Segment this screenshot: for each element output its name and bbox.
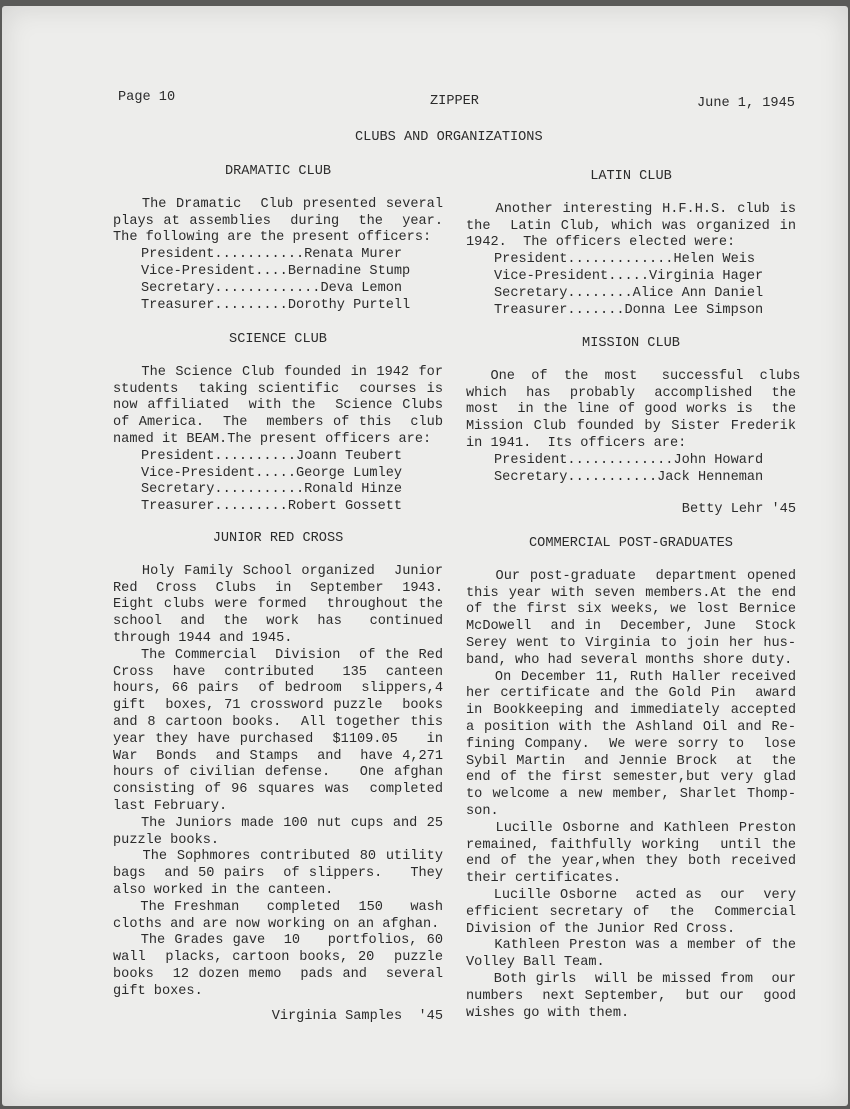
officer-line: President.............Helen Weis	[494, 252, 756, 268]
text-line: Lucille Osborne and Kathleen Preston	[466, 820, 796, 836]
text-line: band, who had several months shore duty.	[466, 652, 793, 668]
section-title: CLUBS AND ORGANIZATIONS	[355, 130, 543, 145]
text-line: puzzle books.	[113, 832, 220, 848]
paragraph	[466, 670, 796, 821]
text-line: The Grades gave 10 portfolios, 60	[113, 933, 443, 949]
text-line: her certificate and the Gold Pin award	[466, 686, 796, 702]
text-line: Red Cross Clubs in September 1943.	[113, 580, 443, 596]
article-heading: SCIENCE CLUB	[229, 332, 327, 347]
text-line: remained, faithfully working until the	[466, 837, 796, 853]
text-line: end of the year,when they both received	[466, 854, 796, 870]
text-line: efficient secretary of the Commercial	[466, 904, 796, 920]
text-line: wall placks, cartoon books, 20 puzzle	[113, 950, 443, 966]
text-line: One of the most successful clubs	[466, 368, 801, 384]
paragraph	[113, 933, 443, 1000]
text-line: Volley Ball Team.	[466, 955, 605, 971]
newsletter-title: ZIPPER	[430, 94, 479, 109]
text-line: bags and 50 pairs of slippers. They	[113, 866, 443, 882]
text-line: students taking scientific courses is	[113, 381, 443, 397]
text-line: fining Company. We were sorry to lose	[466, 736, 796, 752]
text-line: of the first six weeks, we lost Bernice	[466, 602, 796, 618]
text-line: Our post-graduate department opened	[466, 568, 796, 584]
paragraph	[113, 849, 443, 899]
paragraph	[113, 197, 443, 247]
text-line: The Sophmores contributed 80 utility	[113, 849, 443, 865]
newsletter-page	[2, 6, 848, 1106]
text-line: Another interesting H.F.H.S. club is	[466, 201, 796, 217]
text-line: On December 11, Ruth Haller received	[466, 669, 796, 685]
article-science-club	[113, 332, 443, 516]
text-line: The Freshman completed 150 wash	[113, 899, 443, 915]
text-line: last February.	[113, 798, 228, 814]
text-line: wishes go with them.	[466, 1005, 630, 1021]
officer-line: Secretary...........Ronald Hinze	[141, 482, 403, 498]
issue-date: June 1, 1945	[697, 96, 795, 111]
text-line: Division of the Junior Red Cross.	[466, 921, 736, 937]
text-line: The Science Club founded in 1942 for	[113, 364, 443, 380]
page-number: Page 10	[118, 90, 176, 105]
text-line: Eight clubs were formed throughout the	[113, 597, 443, 613]
paragraph	[466, 972, 796, 1022]
article-mission-club	[466, 336, 801, 519]
paragraph	[466, 821, 796, 888]
paragraph	[113, 564, 443, 648]
text-line: The following are the present officers:	[113, 230, 432, 246]
paragraph	[113, 816, 443, 850]
officer-line: Vice-President.....Virginia Hager	[494, 268, 764, 284]
text-line: the Latin Club, which was organized in	[466, 218, 796, 234]
text-line: War Bonds and Stamps and have 4,271	[113, 748, 443, 764]
text-line: Holy Family School organized Junior	[113, 563, 443, 579]
text-line: gift boxes.	[113, 983, 203, 999]
article-heading: COMMERCIAL POST-GRADUATES	[529, 536, 733, 551]
text-line: most in the line of good works is the	[466, 402, 796, 418]
text-line: McDowell and in December, June Stock	[466, 619, 796, 635]
author-signature: Virginia Samples '45	[271, 1008, 443, 1024]
article-heading: MISSION CLUB	[582, 336, 680, 351]
officer-line: Vice-President....Bernadine Stump	[141, 263, 411, 279]
text-line: hours of civilian defense. One afghan	[113, 765, 443, 781]
paragraph	[466, 938, 796, 972]
text-line: books 12 dozen memo pads and several	[113, 966, 443, 982]
text-line: Kathleen Preston was a member of the	[466, 938, 796, 954]
paragraph	[466, 569, 796, 670]
text-line: a position with the Ashland Oil and Re-	[466, 719, 796, 735]
article-heading: DRAMATIC CLUB	[224, 164, 332, 179]
text-line: gift boxes, 71 crossword puzzle books	[113, 698, 443, 714]
text-line: son.	[466, 803, 499, 819]
officer-line: President..........Joann Teubert	[141, 448, 403, 464]
article-heading: JUNIOR RED CROSS	[212, 531, 344, 546]
author-signature: Betty Lehr '45	[681, 502, 796, 518]
text-line: Mission Club founded by Sister Frederik	[466, 419, 796, 435]
article-latin-club	[466, 169, 796, 319]
text-line: of America. The members of this club	[113, 415, 443, 431]
officer-line: Treasurer.........Dorothy Purtell	[141, 297, 411, 313]
text-line: which has probably accomplished the	[466, 385, 796, 401]
paragraph	[113, 648, 443, 816]
text-line: Lucille Osborne acted as our very	[466, 887, 796, 903]
text-line: school and the work has continued	[113, 614, 443, 630]
officer-line: Vice-President.....George Lumley	[141, 465, 403, 481]
officer-line: Treasurer.........Robert Gossett	[141, 499, 403, 515]
text-line: and 8 cartoon books. All together this	[113, 714, 443, 730]
paragraph	[113, 365, 443, 449]
text-line: Both girls will be missed from our	[466, 971, 796, 987]
text-line: cloths and are now working on an afghan.	[113, 916, 440, 932]
text-line: end of the first semester,but very glad	[466, 770, 796, 786]
text-line: year they have purchased $1109.05 in	[113, 731, 443, 747]
text-line: named it BEAM.The present officers are:	[113, 431, 432, 447]
text-line: their certificates.	[466, 871, 621, 887]
text-line: Sybil Martin and Jennie Brock at the	[466, 753, 796, 769]
article-heading: LATIN CLUB	[590, 169, 672, 184]
text-line: hours, 66 pairs of bedroom slippers,4	[113, 681, 443, 697]
text-line: Cross have contributed 135 canteen	[113, 664, 443, 680]
text-line: in 1941. Its officers are:	[466, 435, 687, 451]
text-line: through 1944 and 1945.	[113, 630, 293, 646]
text-line: numbers next September, but our good	[466, 988, 796, 1004]
officer-line: Treasurer.......Donna Lee Simpson	[494, 302, 764, 318]
article-junior-red-cross	[113, 531, 443, 1025]
paragraph	[466, 888, 796, 938]
officer-line: President...........Renata Murer	[141, 247, 403, 263]
text-line: to welcome a new member, Sharlet Thomp-	[466, 787, 796, 803]
text-line: this year with seven members.At the end	[466, 585, 796, 601]
text-line: The Dramatic Club presented several	[113, 196, 443, 212]
text-line: Serey went to Virginia to join her hus-	[466, 635, 796, 651]
officer-line: President.............John Howard	[494, 452, 764, 468]
officer-line: Secretary.............Deva Lemon	[141, 280, 403, 296]
paragraph	[466, 368, 801, 453]
text-line: The Commercial Division of the Red	[113, 647, 443, 663]
paragraph	[113, 900, 443, 934]
paragraph	[466, 202, 796, 252]
text-line: 1942. The officers elected were:	[466, 235, 736, 251]
text-line: consisting of 96 squares was completed	[113, 782, 443, 798]
text-line: The Juniors made 100 nut cups and 25	[113, 815, 443, 831]
officer-line: Secretary........Alice Ann Daniel	[494, 285, 764, 301]
article-dramatic-club	[113, 164, 443, 314]
text-line: now affiliated with the Science Clubs	[113, 398, 443, 414]
text-line: plays at assemblies during the year.	[113, 213, 443, 229]
text-line: also worked in the canteen.	[113, 882, 334, 898]
article-commercial-post-graduates	[466, 536, 796, 1022]
text-line: in Bookkeeping and immediately accepted	[466, 703, 796, 719]
officer-line: Secretary...........Jack Henneman	[494, 469, 764, 485]
